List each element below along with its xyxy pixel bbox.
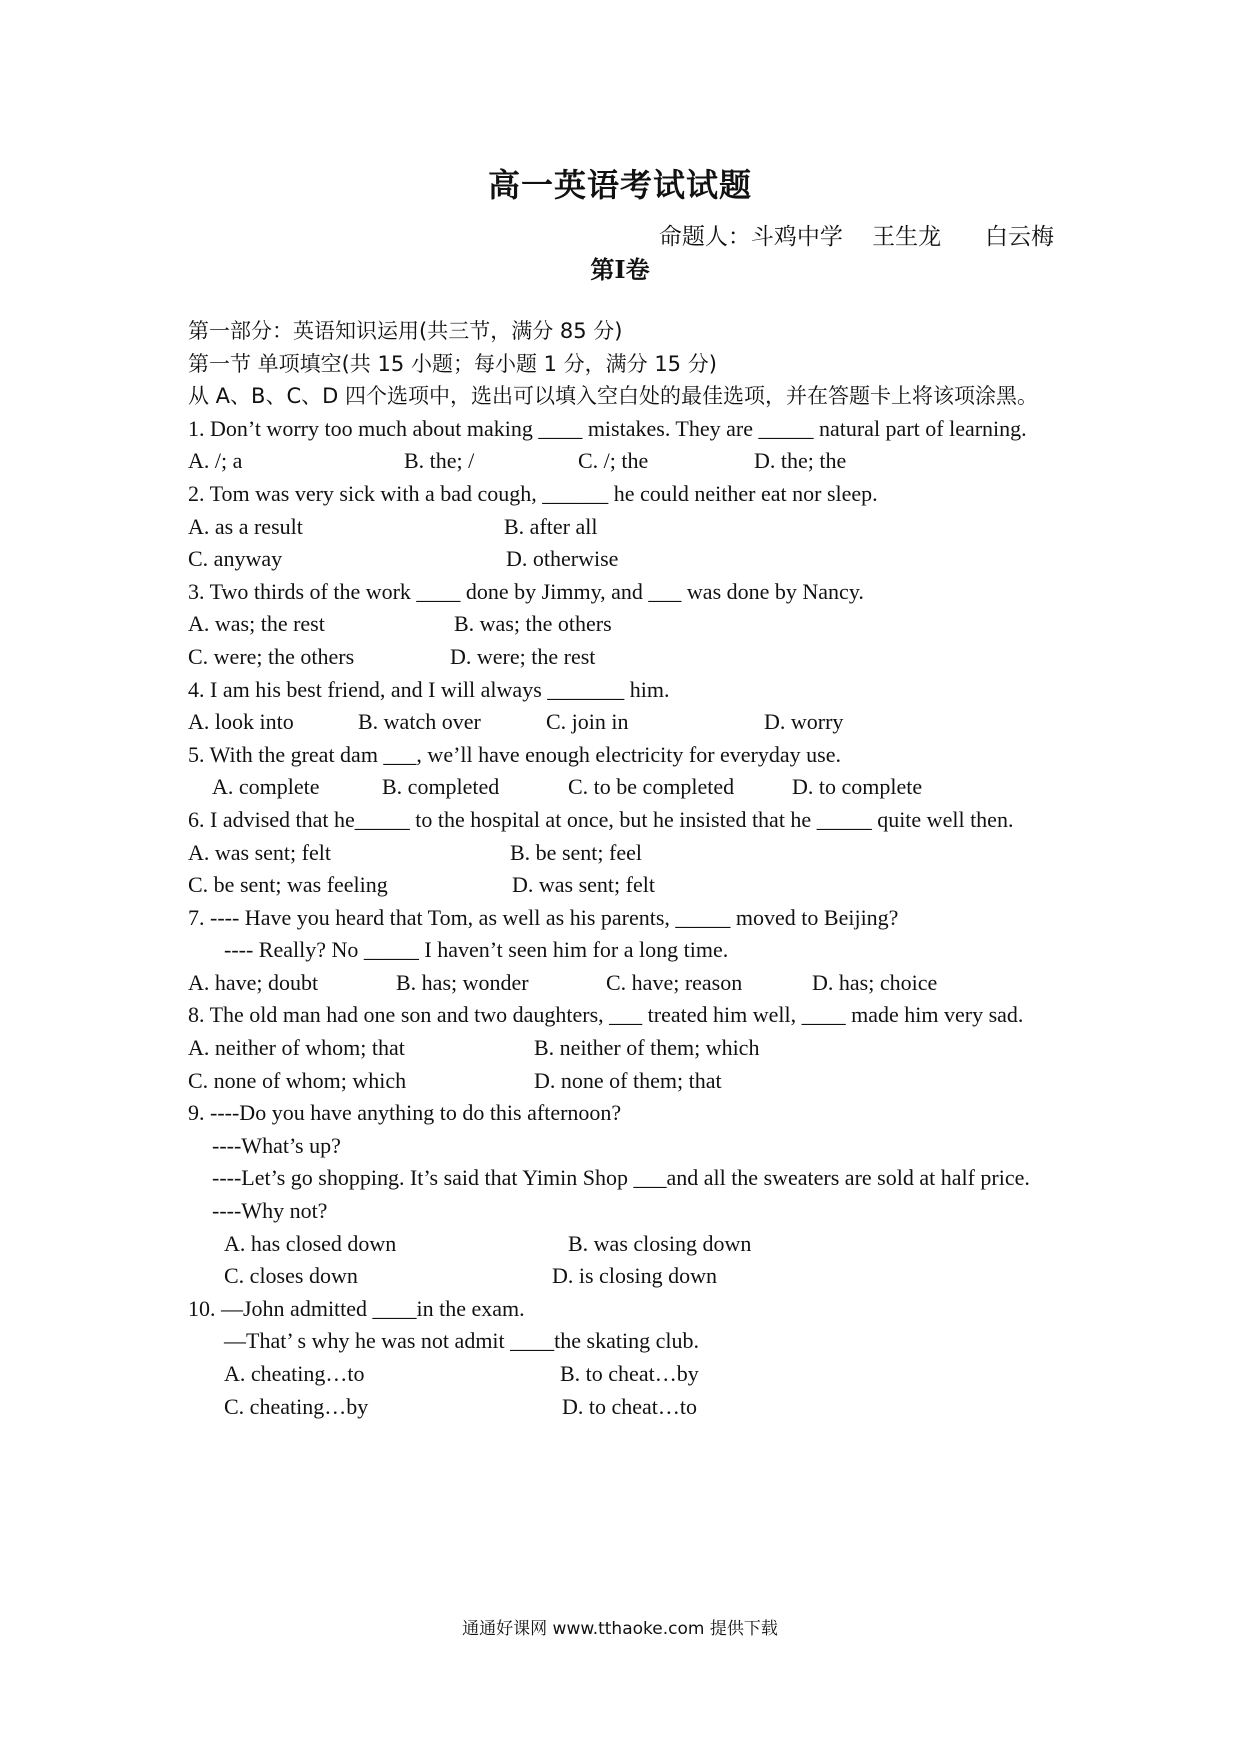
option-c: C. have; reason [606, 969, 743, 995]
volume-heading: 第Ⅰ卷 [590, 255, 650, 284]
question-3-options-row1 [188, 608, 1054, 641]
author-line: 命题人：斗鸡中学 王生龙 白云梅 [658, 224, 1054, 250]
question-9-line-2: ----What’s up? [212, 1132, 341, 1158]
subsection-heading: 第一节 单项填空(共 15 小题；每小题 1 分，满分 15 分) [188, 351, 717, 376]
option-a: A. has closed down [224, 1230, 397, 1256]
option-a: A. complete [212, 774, 320, 800]
question-3-stem: 3. Two thirds of the work ____ done by Jimmy, and ___ was done by Nancy. [188, 578, 864, 604]
question-4-options [188, 706, 1054, 739]
option-b: B. to cheat…by [560, 1361, 699, 1386]
option-a: A. as a result [188, 513, 303, 539]
option-c: C. be sent; was feeling [188, 872, 388, 898]
question-4-stem: 4. I am his best friend, and I will always _______ him. [188, 676, 670, 702]
question-1-options [188, 445, 1054, 478]
question-6-stem: 6. I advised that he_____ to the hospital at once, but he insisted that he _____ quite well then. [188, 806, 1014, 832]
question-8-stem: 8. The old man had one son and two daughters, ___ treated him well, ____ made him very sad. [188, 1002, 1024, 1028]
option-d: D. to cheat…to [562, 1393, 698, 1419]
question-2-options-row1 [188, 511, 1054, 544]
option-c: C. /; the [578, 448, 649, 474]
question-9-options-row2 [188, 1260, 1054, 1293]
question-9-options-row1 [188, 1228, 1054, 1261]
option-a: A. /; a [188, 448, 243, 474]
option-b: B. has; wonder [396, 969, 529, 995]
option-a: A. have; doubt [188, 969, 319, 995]
option-a: A. look into [188, 709, 294, 735]
option-a: A. cheating…to [224, 1361, 365, 1386]
page-footer: 通通好课网 www.tthaoke.com 提供下载 [462, 1619, 778, 1639]
option-d: D. none of them; that [534, 1067, 722, 1093]
question-8-options-row1 [188, 1032, 1054, 1065]
option-c: C. to be completed [568, 774, 735, 800]
question-2-options-row2 [188, 543, 1054, 576]
option-b: B. was; the others [454, 611, 612, 637]
option-c: C. closes down [224, 1263, 358, 1289]
option-b: B. after all [504, 513, 598, 539]
option-a: A. was; the rest [188, 611, 325, 637]
question-9-line-4: ----Why not? [212, 1198, 328, 1224]
instruction-text: 从 A、B、C、D 四个选项中，选出可以填入空白处的最佳选项，并在答题卡上将该项涂黑。 [188, 384, 1038, 409]
option-c: C. cheating…by [224, 1393, 369, 1419]
option-b: B. neither of them; which [534, 1035, 760, 1061]
option-d: D. was sent; felt [512, 872, 655, 898]
option-c: C. were; the others [188, 643, 355, 669]
question-10-line-1: 10. —John admitted ____in the exam. [188, 1295, 525, 1321]
option-b: B. was closing down [568, 1230, 752, 1256]
option-d: D. were; the rest [450, 643, 596, 669]
option-d: D. the; the [754, 448, 847, 474]
option-c: C. anyway [188, 546, 283, 572]
question-2-stem: 2. Tom was very sick with a bad cough, ______ he could neither eat nor sleep. [188, 480, 878, 506]
option-d: D. is closing down [552, 1263, 717, 1289]
option-b: B. completed [382, 774, 500, 800]
question-9-line-1: 9. ----Do you have anything to do this afternoon? [188, 1100, 622, 1126]
option-d: D. has; choice [812, 969, 938, 995]
option-c: C. join in [546, 709, 629, 735]
question-10-options-row1 [188, 1358, 1054, 1391]
option-c: C. none of whom; which [188, 1067, 407, 1093]
page-title: 高一英语考试试题 [487, 166, 752, 204]
question-7-options [188, 967, 1054, 1000]
question-3-options-row2 [188, 641, 1054, 674]
option-d: D. to complete [792, 774, 923, 800]
question-7-line-2: ---- Really? No _____ I haven’t seen him for a long time. [224, 937, 729, 963]
option-b: B. be sent; feel [510, 839, 642, 865]
question-9-line-3: ----Let’s go shopping. It’s said that Yimin Shop ___and all the sweaters are sold at half price. [212, 1165, 1030, 1191]
option-d: D. worry [764, 709, 844, 735]
question-7-line-1: 7. ---- Have you heard that Tom, as well as his parents, _____ moved to Beijing? [188, 904, 899, 930]
option-b: B. the; / [404, 448, 475, 474]
option-a: A. neither of whom; that [188, 1035, 405, 1061]
part-heading: 第一部分：英语知识运用(共三节，满分 85 分) [188, 319, 623, 343]
question-5-stem: 5. With the great dam ___, we’ll have enough electricity for everyday use. [188, 741, 841, 767]
question-6-options-row1 [188, 837, 1054, 870]
question-10-options-row2 [188, 1391, 1054, 1424]
question-10-line-2: —That’ s why he was not admit ____the skating club. [224, 1328, 699, 1354]
question-5-options [188, 771, 1054, 804]
question-8-options-row2 [188, 1065, 1054, 1098]
option-b: B. watch over [358, 709, 481, 735]
exam-body [188, 315, 1054, 1423]
option-a: A. was sent; felt [188, 839, 331, 865]
option-d: D. otherwise [506, 546, 619, 572]
question-6-options-row2 [188, 869, 1054, 902]
question-1-stem: 1. Don’t worry too much about making ____ mistakes. They are _____ natural part of learning. [188, 415, 1027, 441]
